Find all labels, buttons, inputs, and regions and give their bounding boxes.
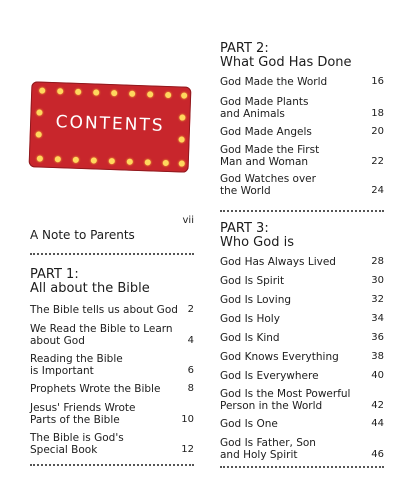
toc-entry[interactable] bbox=[220, 294, 384, 306]
toc-entry[interactable] bbox=[220, 437, 384, 461]
toc-entry[interactable] bbox=[30, 383, 194, 395]
toc-entry-page: 44 bbox=[371, 418, 384, 429]
right-column bbox=[220, 42, 384, 498]
part2-heading: PART 2: bbox=[220, 41, 269, 56]
light-bulb-icon bbox=[39, 88, 45, 94]
toc-entry[interactable] bbox=[220, 418, 384, 430]
part2-subtitle: What God Has Done bbox=[220, 55, 352, 70]
light-bulb-icon bbox=[37, 155, 43, 161]
toc-entry-page: 38 bbox=[371, 351, 384, 362]
toc-entry-page: 36 bbox=[371, 332, 384, 343]
light-bulb-icon bbox=[109, 158, 115, 164]
toc-entry-title: The Bible is God's Special Book bbox=[30, 432, 124, 456]
toc-entry-title: Jesus' Friends Wrote Parts of the Bible bbox=[30, 402, 136, 426]
toc-entry-page: 18 bbox=[371, 108, 384, 119]
toc-entry-page: 34 bbox=[371, 313, 384, 324]
toc-entry-title: God Is the Most Powerful Person in the World bbox=[220, 388, 351, 412]
light-bulb-icon bbox=[55, 156, 61, 162]
toc-entry-title: God Is Father, Son and Holy Spirit bbox=[220, 437, 316, 461]
divider bbox=[220, 466, 384, 468]
light-bulb-icon bbox=[165, 92, 171, 98]
toc-entry-page: 46 bbox=[371, 449, 384, 460]
toc-entry-title: God Is Loving bbox=[220, 294, 292, 306]
toc-entry-title: Prophets Wrote the Bible bbox=[30, 383, 161, 395]
toc-entry[interactable] bbox=[30, 304, 194, 316]
toc-entry[interactable] bbox=[220, 332, 384, 344]
toc-entry-title: The Bible tells us about God bbox=[30, 304, 178, 316]
toc-entry[interactable] bbox=[220, 173, 384, 197]
part3-subtitle: Who God is bbox=[220, 235, 294, 250]
light-bulb-icon bbox=[147, 91, 153, 97]
toc-entry[interactable] bbox=[220, 126, 384, 138]
toc-entry-title: God Knows Everything bbox=[220, 351, 339, 363]
toc-entry-title: We Read the Bible to Learn about God bbox=[30, 323, 173, 347]
toc-entry-page: 30 bbox=[371, 275, 384, 286]
part1-subtitle: All about the Bible bbox=[30, 281, 150, 296]
toc-entry[interactable] bbox=[220, 370, 384, 382]
light-bulb-icon bbox=[127, 159, 133, 165]
toc-entry-page: 2 bbox=[187, 304, 194, 315]
toc-entry-page: 10 bbox=[181, 414, 194, 425]
toc-entry[interactable] bbox=[220, 388, 384, 412]
toc-entry[interactable] bbox=[30, 323, 194, 347]
part3-heading: PART 3: bbox=[220, 221, 269, 236]
light-bulb-icon bbox=[181, 92, 187, 98]
toc-entry-page: 28 bbox=[371, 256, 384, 267]
toc-entry-title: God Watches over the World bbox=[220, 173, 316, 197]
toc-entry-page: 24 bbox=[371, 185, 384, 196]
light-bulb-icon bbox=[179, 160, 185, 166]
toc-entry[interactable] bbox=[30, 402, 194, 426]
toc-entry-page: 8 bbox=[187, 383, 194, 394]
toc-entry[interactable] bbox=[220, 76, 384, 88]
toc-entry-title: God Has Always Lived bbox=[220, 256, 336, 268]
toc-entry-page: 6 bbox=[187, 365, 194, 376]
toc-entry-page: 16 bbox=[371, 76, 384, 87]
contents-title: CONTENTS bbox=[55, 112, 165, 136]
toc-entry[interactable] bbox=[220, 96, 384, 120]
divider bbox=[30, 464, 194, 466]
light-bulb-icon bbox=[163, 160, 169, 166]
toc-entry-title: Reading the Bible is Important bbox=[30, 353, 123, 377]
toc-entry-page: 4 bbox=[187, 335, 194, 346]
light-bulb-icon bbox=[111, 90, 117, 96]
light-bulb-icon bbox=[36, 131, 42, 137]
toc-entry-page: 42 bbox=[371, 400, 384, 411]
toc-entry[interactable] bbox=[30, 353, 194, 377]
toc-entry-title: God Made the World bbox=[220, 76, 328, 88]
light-bulb-icon bbox=[179, 136, 185, 142]
toc-entry[interactable] bbox=[220, 144, 384, 168]
toc-entry[interactable] bbox=[220, 256, 384, 268]
light-bulb-icon bbox=[93, 89, 99, 95]
toc-entry[interactable] bbox=[220, 351, 384, 363]
divider bbox=[30, 253, 194, 255]
toc-entry-title: God Is Everywhere bbox=[220, 370, 319, 382]
toc-entry-title: God Is One bbox=[220, 418, 278, 430]
contents-sign bbox=[29, 81, 192, 173]
divider bbox=[220, 210, 384, 212]
light-bulb-icon bbox=[129, 91, 135, 97]
part1-heading: PART 1: bbox=[30, 267, 79, 282]
toc-entry[interactable] bbox=[220, 275, 384, 287]
toc-entry-page: 40 bbox=[371, 370, 384, 381]
toc-entry-title: God Made the First Man and Woman bbox=[220, 144, 320, 168]
light-bulb-icon bbox=[91, 157, 97, 163]
toc-entry-title: A Note to Parents bbox=[30, 228, 135, 242]
toc-entry-title: God Is Spirit bbox=[220, 275, 285, 287]
toc-entry-title: God Is Holy bbox=[220, 313, 280, 325]
toc-entry[interactable] bbox=[220, 313, 384, 325]
toc-entry-title: God Is Kind bbox=[220, 332, 280, 344]
toc-entry-page: 32 bbox=[371, 294, 384, 305]
toc-entry-page: 22 bbox=[371, 156, 384, 167]
light-bulb-icon bbox=[75, 89, 81, 95]
toc-entry[interactable] bbox=[30, 432, 194, 456]
toc-entry-page: 12 bbox=[181, 444, 194, 455]
light-bulb-icon bbox=[57, 88, 63, 94]
left-column bbox=[30, 215, 194, 498]
toc-entry-title: God Made Plants and Animals bbox=[220, 96, 309, 120]
light-bulb-icon bbox=[73, 157, 79, 163]
light-bulb-icon bbox=[145, 159, 151, 165]
toc-entry-page: 20 bbox=[371, 126, 384, 137]
toc-entry-title: God Made Angels bbox=[220, 126, 312, 138]
toc-entry-page: vii bbox=[182, 215, 194, 226]
